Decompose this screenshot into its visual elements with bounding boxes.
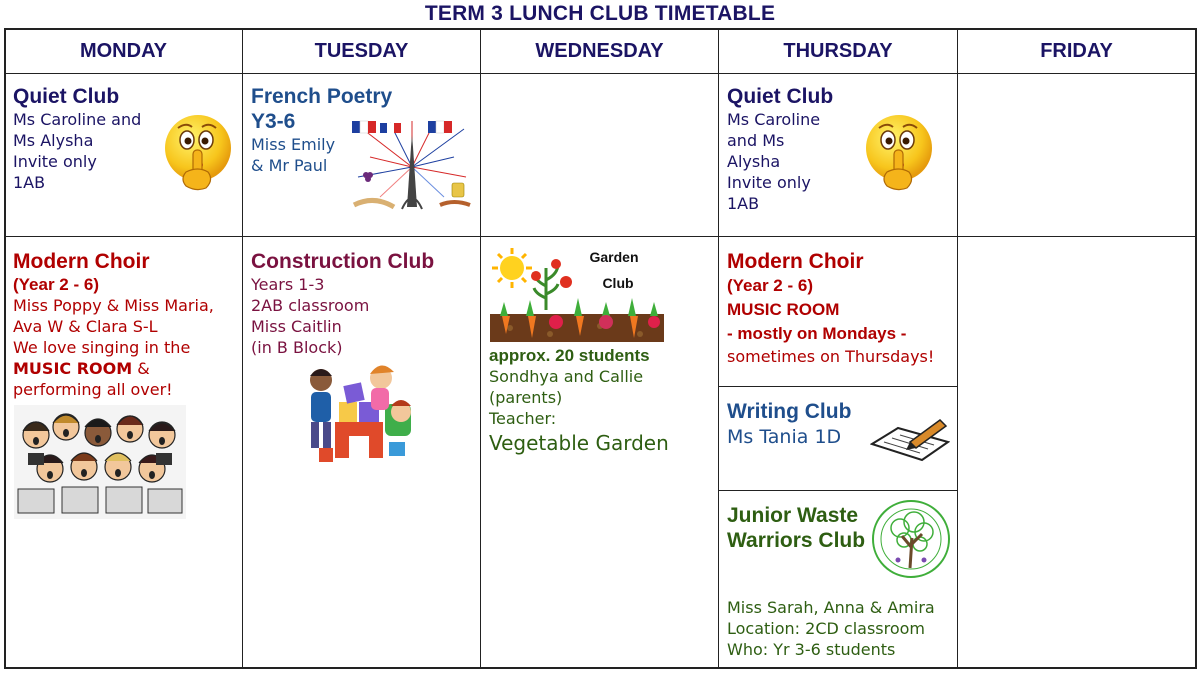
club-detail: Ava W & Clara S-L — [13, 317, 158, 336]
club-detail: (in B Block) — [251, 338, 343, 357]
header-friday: FRIDAY — [1040, 40, 1113, 62]
club-detail: Miss Poppy & Miss Maria, — [13, 296, 214, 315]
page-title: TERM 3 LUNCH CLUB TIMETABLE — [424, 2, 776, 25]
garden-club-icon — [490, 246, 664, 342]
shush-emoji-icon — [162, 110, 234, 192]
club-location: Vegetable Garden — [489, 431, 669, 455]
club-year: Y3-6 — [251, 110, 296, 133]
club-detail: Sondhya and Callie — [489, 367, 644, 386]
club-detail: & — [132, 359, 150, 378]
club-detail: & Mr Paul — [251, 156, 328, 175]
club-detail: Years 1-3 — [251, 275, 325, 294]
club-detail: 1AB — [727, 194, 760, 213]
garden-label-2: Club — [602, 275, 634, 291]
club-detail: sometimes on Thursdays! — [727, 347, 935, 366]
club-detail: Invite only — [727, 173, 811, 192]
club-detail: 2AB classroom — [251, 296, 370, 315]
eiffel-tower-france-icon — [350, 117, 474, 213]
club-detail: Ms Caroline and — [13, 110, 142, 129]
club-name: Modern Choir — [13, 250, 150, 273]
choir-singers-icon — [14, 405, 186, 519]
sustainability-tree-logo — [870, 498, 952, 580]
club-year: (Year 2 - 6) — [727, 276, 813, 295]
club-detail: Invite only — [13, 152, 97, 171]
club-detail: - mostly on Mondays - — [727, 324, 907, 343]
club-detail: Alysha — [727, 152, 781, 171]
club-detail: Ms Tania 1D — [727, 426, 842, 448]
club-name: Modern Choir — [727, 250, 864, 273]
header-tuesday: TUESDAY — [314, 40, 409, 62]
thursday-junior-waste-details — [719, 597, 957, 660]
club-detail: Miss Caitlin — [251, 317, 342, 336]
club-detail: 1AB — [13, 173, 46, 192]
club-name: Junior Waste — [727, 504, 859, 527]
club-detail: Miss Sarah, Anna & Amira — [727, 598, 935, 617]
club-name: Quiet Club — [727, 85, 834, 108]
thursday-modern-choir — [719, 249, 957, 367]
club-detail: Ms Alysha — [13, 131, 94, 150]
club-name: Warriors Club — [727, 529, 866, 552]
club-name: Writing Club — [727, 400, 852, 423]
club-year: (Year 2 - 6) — [13, 275, 99, 294]
club-detail: Ms Caroline — [727, 110, 821, 129]
header-monday: MONDAY — [79, 40, 168, 62]
club-detail: We love singing in the — [13, 338, 191, 357]
club-name: French Poetry — [251, 85, 393, 108]
building-blocks-kids-icon — [305, 362, 421, 468]
monday-modern-choir — [5, 249, 242, 400]
room-name: MUSIC ROOM — [727, 300, 840, 319]
header-wednesday: WEDNESDAY — [535, 40, 664, 62]
header-thursday: THURSDAY — [783, 40, 893, 62]
club-students: approx. 20 students — [489, 346, 650, 365]
tuesday-construction-club — [243, 249, 480, 358]
wednesday-garden-club — [481, 345, 718, 457]
room-name: MUSIC ROOM — [13, 359, 133, 378]
club-name: Construction Club — [251, 250, 435, 273]
pencil-paper-icon — [870, 418, 950, 464]
garden-label-1: Garden — [589, 249, 639, 265]
club-detail: Who: Yr 3-6 students — [727, 640, 896, 659]
shush-emoji-icon — [863, 110, 935, 192]
club-detail: Location: 2CD classroom — [727, 619, 926, 638]
club-detail: performing all over! — [13, 380, 173, 399]
club-detail: (parents) — [489, 388, 563, 407]
club-detail: Miss Emily — [251, 135, 336, 154]
club-name: Quiet Club — [13, 85, 120, 108]
club-detail: Teacher: — [489, 409, 557, 428]
club-detail: and Ms — [727, 131, 785, 150]
